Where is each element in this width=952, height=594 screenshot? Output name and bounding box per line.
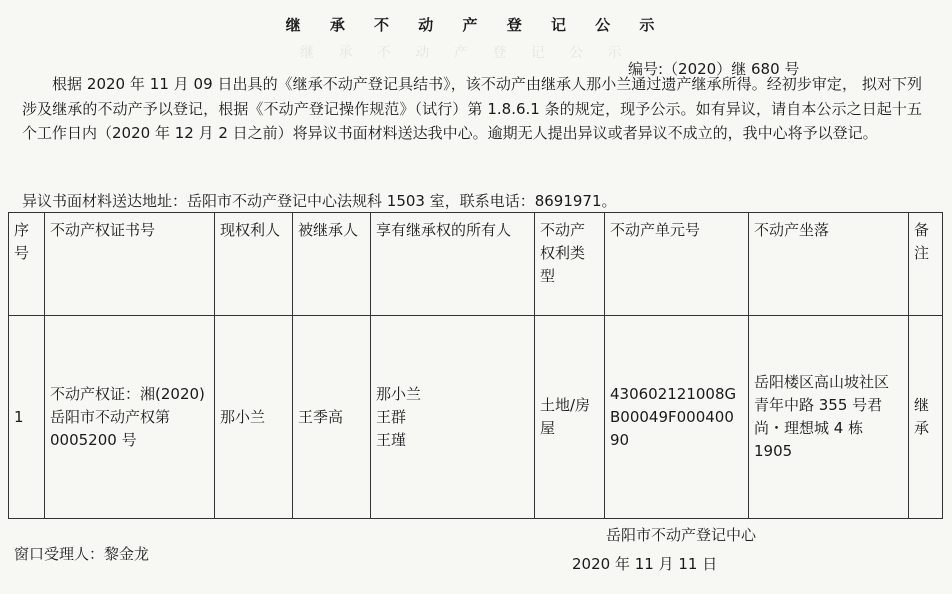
header-current-holder: 现权利人 [215,213,293,316]
notice-body [22,72,922,146]
header-heirs: 享有继承权的所有人 [371,213,535,316]
cell-cert-no: 不动产权证：湘(2020)岳阳市不动产权第 0005200 号 [45,316,215,519]
header-decedent: 被继承人 [293,213,371,316]
cell-location: 岳阳楼区高山坡社区青年中路 355 号君尚・理想城 4 栋 1905 [749,316,909,519]
cell-seq: 1 [9,316,45,519]
objection-address: 异议书面材料送达地址：岳阳市不动产登记中心法规科 1503 室，联系电话：8691971。 [22,192,617,210]
header-unit-no: 不动产单元号 [605,213,749,316]
cell-current-holder: 那小兰 [215,316,293,519]
doc-number: 编号:（2020）继 680 号 [628,60,800,78]
cell-decedent: 王季高 [293,316,371,519]
property-table [8,212,943,519]
cell-unit-no: 430602121008GB00049F00040090 [605,316,749,519]
heir-name: 王群 [376,407,407,426]
header-cert-no: 不动产权证书号 [45,213,215,316]
header-right-type: 不动产权利类型 [535,213,605,316]
table-header-row [9,213,943,316]
body-paragraph: 根据 2020 年 11 月 09 日出具的《继承不动产登记具结书》，该不动产由继承人那小兰通过遗产继承所得。经初步审定， 拟对下列涉及继承的不动产予以登记，根据《不动产登记操作规范》（试行）第 1.8.6.1 条的规定，现予公示。如有异议，请自本公示之日起十五个工作日内（2020 年 12 月 2 日之前）将异议书面材料送达我中心。逾期无人提出异议或者异议不成立的，我中心将予以登记。 [22,75,922,142]
cell-right-type: 土地/房屋 [535,316,605,519]
heir-name: 那小兰 [376,384,422,403]
bleed-through-text: 继 承 不 动 产 登 记 公 示 [300,45,632,61]
cell-remark: 继承 [909,316,943,519]
table-row [9,316,943,519]
cell-heirs [371,316,535,519]
heir-name: 王瑾 [376,430,407,449]
issue-date: 2020 年 11 月 11 日 [572,555,718,573]
clerk-name: 窗口受理人：黎金龙 [14,545,150,563]
issuing-org: 岳阳市不动产登记中心 [606,526,757,544]
notice-title: 继 承 不 动 产 登 记 公 示 [285,16,667,34]
header-seq: 序号 [9,213,45,316]
header-location: 不动产坐落 [749,213,909,316]
header-remark: 备注 [909,213,943,316]
